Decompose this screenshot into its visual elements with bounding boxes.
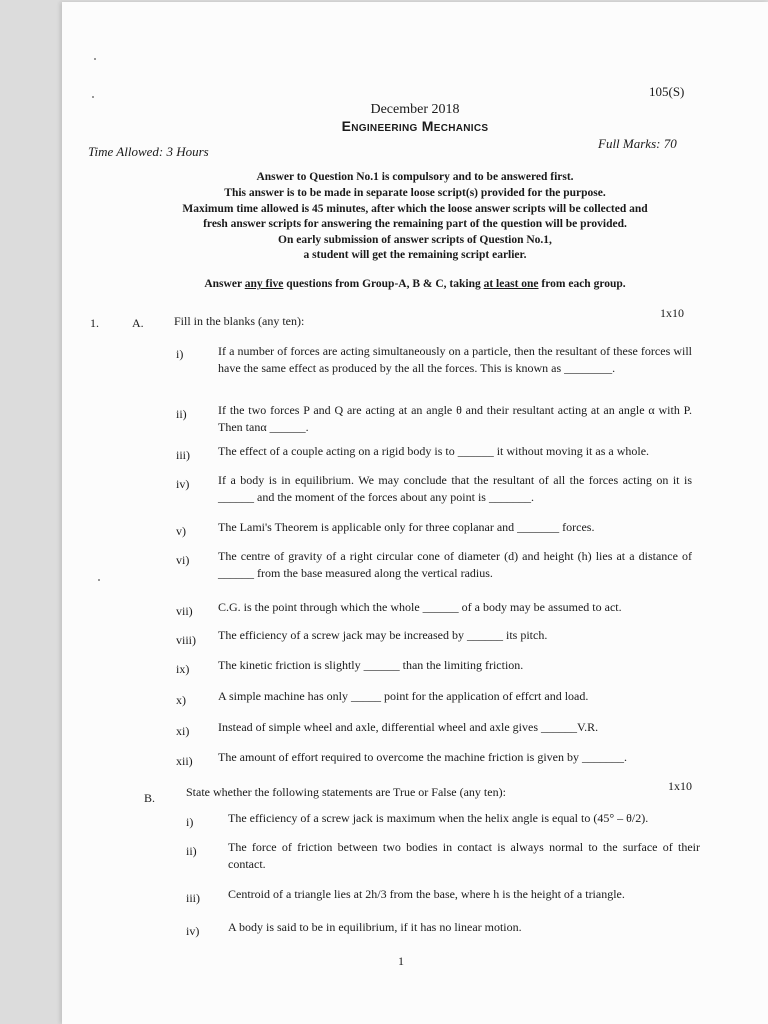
answer-rule [62,278,768,290]
part-a-item-text: The effect of a couple acting on a rigid body is to ______ it without moving it as a whole. [218,444,650,458]
scan-speck [92,96,94,98]
rule-text: from each group. [538,278,626,290]
part-a-item-text: C.G. is the point through which the whole ______ of a body may be assumed to act. [218,600,622,614]
part-a-item-number: ii) [176,407,187,421]
exam-date: December 2018 [370,102,460,117]
part-a-item-number: iii) [176,448,190,462]
part-a-item-number: x) [176,693,186,707]
part-a-item-text: A simple machine has only _____ point for the application of effcrt and load. [218,689,589,703]
part-b-title: State whether the following statements are True or False (any ten): [186,785,506,799]
part-a-item-text: The amount of effort required to overcome the machine friction is given by _______. [218,750,627,764]
part-a-item-text: The centre of gravity of a right circular cone of diameter (d) and height (h) lies at a distance of ______ from the base measured along the vertical radius. [218,549,692,580]
instruction-line: Answer to Question No.1 is compulsory and to be answered first. [256,171,574,183]
exam-sheet [62,2,768,1024]
paper-code: 105(S) [649,84,685,99]
question-number: 1. [90,316,99,330]
part-a-item-text: The kinetic friction is slightly ______ than the limiting friction. [218,658,524,672]
part-b-item-text: The force of friction between two bodies in contact is always normal to the surface of their contact. [228,840,700,871]
part-a-item-text: The efficiency of a screw jack may be increased by ______ its pitch. [218,628,548,642]
rule-text: questions from Group-A, B & C, taking [283,278,484,290]
scan-speck [94,58,96,60]
part-a-item-text: If a number of forces are acting simultaneously on a particle, then the resultant of these forces will have the same effect as produced by the all the forces. This is known as ________. [218,344,692,375]
rule-text: Answer [204,278,245,290]
part-a-item-text: If the two forces P and Q are acting at an angle θ and their resultant acting at an angle α with P. Then tanα ______. [218,403,692,434]
part-b-item-text: Centroid of a triangle lies at 2h/3 from the base, where h is the height of a triangle. [228,887,625,901]
part-a-item-number: ix) [176,662,190,676]
part-a-item-number: iv) [176,477,190,491]
instruction-line: On early submission of answer scripts of Question No.1, [278,234,552,246]
part-b-item-number: iv) [186,924,200,938]
part-b-item-number: i) [186,815,194,829]
part-a-marks: 1x10 [660,306,684,320]
full-marks: Full Marks: 70 [598,136,677,151]
rule-emphasis: any five [244,278,284,290]
instruction-line: Maximum time allowed is 45 minutes, after which the loose answer scripts will be collected and [182,203,648,215]
part-a-label: A. [132,316,144,330]
part-b-item-number: ii) [186,844,197,858]
part-a-item-number: v) [176,524,186,538]
part-b-marks: 1x10 [668,779,692,793]
part-a-item-number: vii) [176,604,193,618]
part-a-item-number: xii) [176,754,193,768]
scan-speck [98,579,100,581]
part-a-item-text: The Lami's Theorem is applicable only for three coplanar and _______ forces. [218,520,595,534]
page-number: 1 [398,954,404,968]
part-a-item-number: i) [176,347,184,361]
part-a-item-number: viii) [176,633,196,647]
rule-emphasis: at least one [483,278,539,290]
part-b-item-text: The efficiency of a screw jack is maximum when the helix angle is equal to (45° – θ/2). [228,811,649,825]
part-a-item-text: If a body is in equilibrium. We may conclude that the resultant of all the forces acting on it is ______ and the moment of the forces about any point is _______. [218,473,692,504]
part-b-label: B. [144,791,156,805]
instruction-line: This answer is to be made in separate loose script(s) provided for the purpose. [224,187,606,199]
instruction-line: a student will get the remaining script earlier. [303,249,527,261]
subject-title: Engineering Mechanics [341,118,489,134]
instruction-line: fresh answer scripts for answering the remaining part of the question will be provided. [203,218,627,230]
part-b-item-text: A body is said to be in equilibrium, if it has no linear motion. [228,920,522,934]
time-allowed: Time Allowed: 3 Hours [88,144,209,159]
part-a-item-number: vi) [176,553,190,567]
part-b-item-number: iii) [186,891,200,905]
part-a-item-number: xi) [176,724,190,738]
part-a-item-text: Instead of simple wheel and axle, differential wheel and axle gives ______V.R. [218,720,599,734]
part-a-title: Fill in the blanks (any ten): [174,314,305,328]
